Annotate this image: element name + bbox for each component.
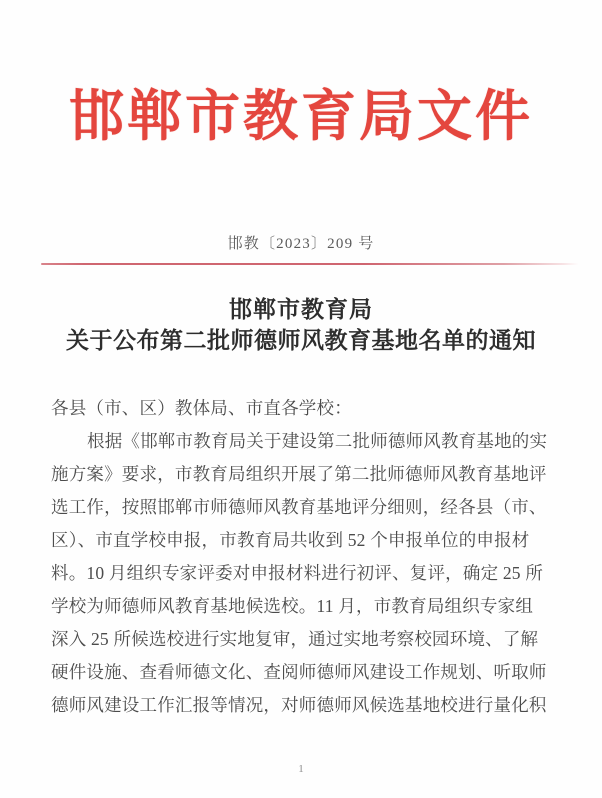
body-salutation: 各县（市、区）教体局、市直各学校： — [51, 398, 352, 418]
body-paragraph-line: 选工作，按照邯郸市师德师风教育基地评分细则，经各县（市、 — [51, 497, 547, 517]
page-number: 1 — [298, 763, 304, 775]
body-paragraph-line: 根据《邯郸市教育局关于建设第二批师德师风教育基地的实 — [87, 431, 548, 451]
document-masthead: 邯郸市教育局文件 — [68, 86, 533, 147]
body-paragraph-line: 区）、市直学校申报，市教育局共收到 52 个申报单位的申报材 — [51, 530, 530, 550]
red-separator-rule — [41, 263, 579, 265]
title-issuing-agency: 邯郸市教育局 — [229, 297, 373, 322]
body-paragraph-line: 料。10 月组织专家评委对申报材料进行初评、复评，确定 25 所 — [51, 563, 544, 583]
title-subject: 关于公布第二批师德师风教育基地名单的通知 — [66, 328, 536, 353]
body-paragraph-line: 硬件设施、查看师德文化、查阅师德师风建设工作规划、听取师 — [51, 662, 547, 682]
body-paragraph-line: 德师风建设工作汇报等情况，对师德师风候选基地校进行量化积 — [51, 695, 547, 715]
body-paragraph-line: 深入 25 所候选校进行实地复审，通过实地考察校园环境、了解 — [51, 629, 539, 649]
body-paragraph-line: 学校为师德师风教育基地候选校。11 月，市教育局组织专家组 — [51, 596, 534, 616]
document-body — [51, 392, 554, 722]
body-paragraph-line: 施方案》要求，市教育局组织开展了第二批师德师风教育基地评 — [51, 464, 547, 484]
document-number: 邯教〔2023〕209 号 — [227, 236, 375, 252]
document-title — [0, 294, 602, 357]
